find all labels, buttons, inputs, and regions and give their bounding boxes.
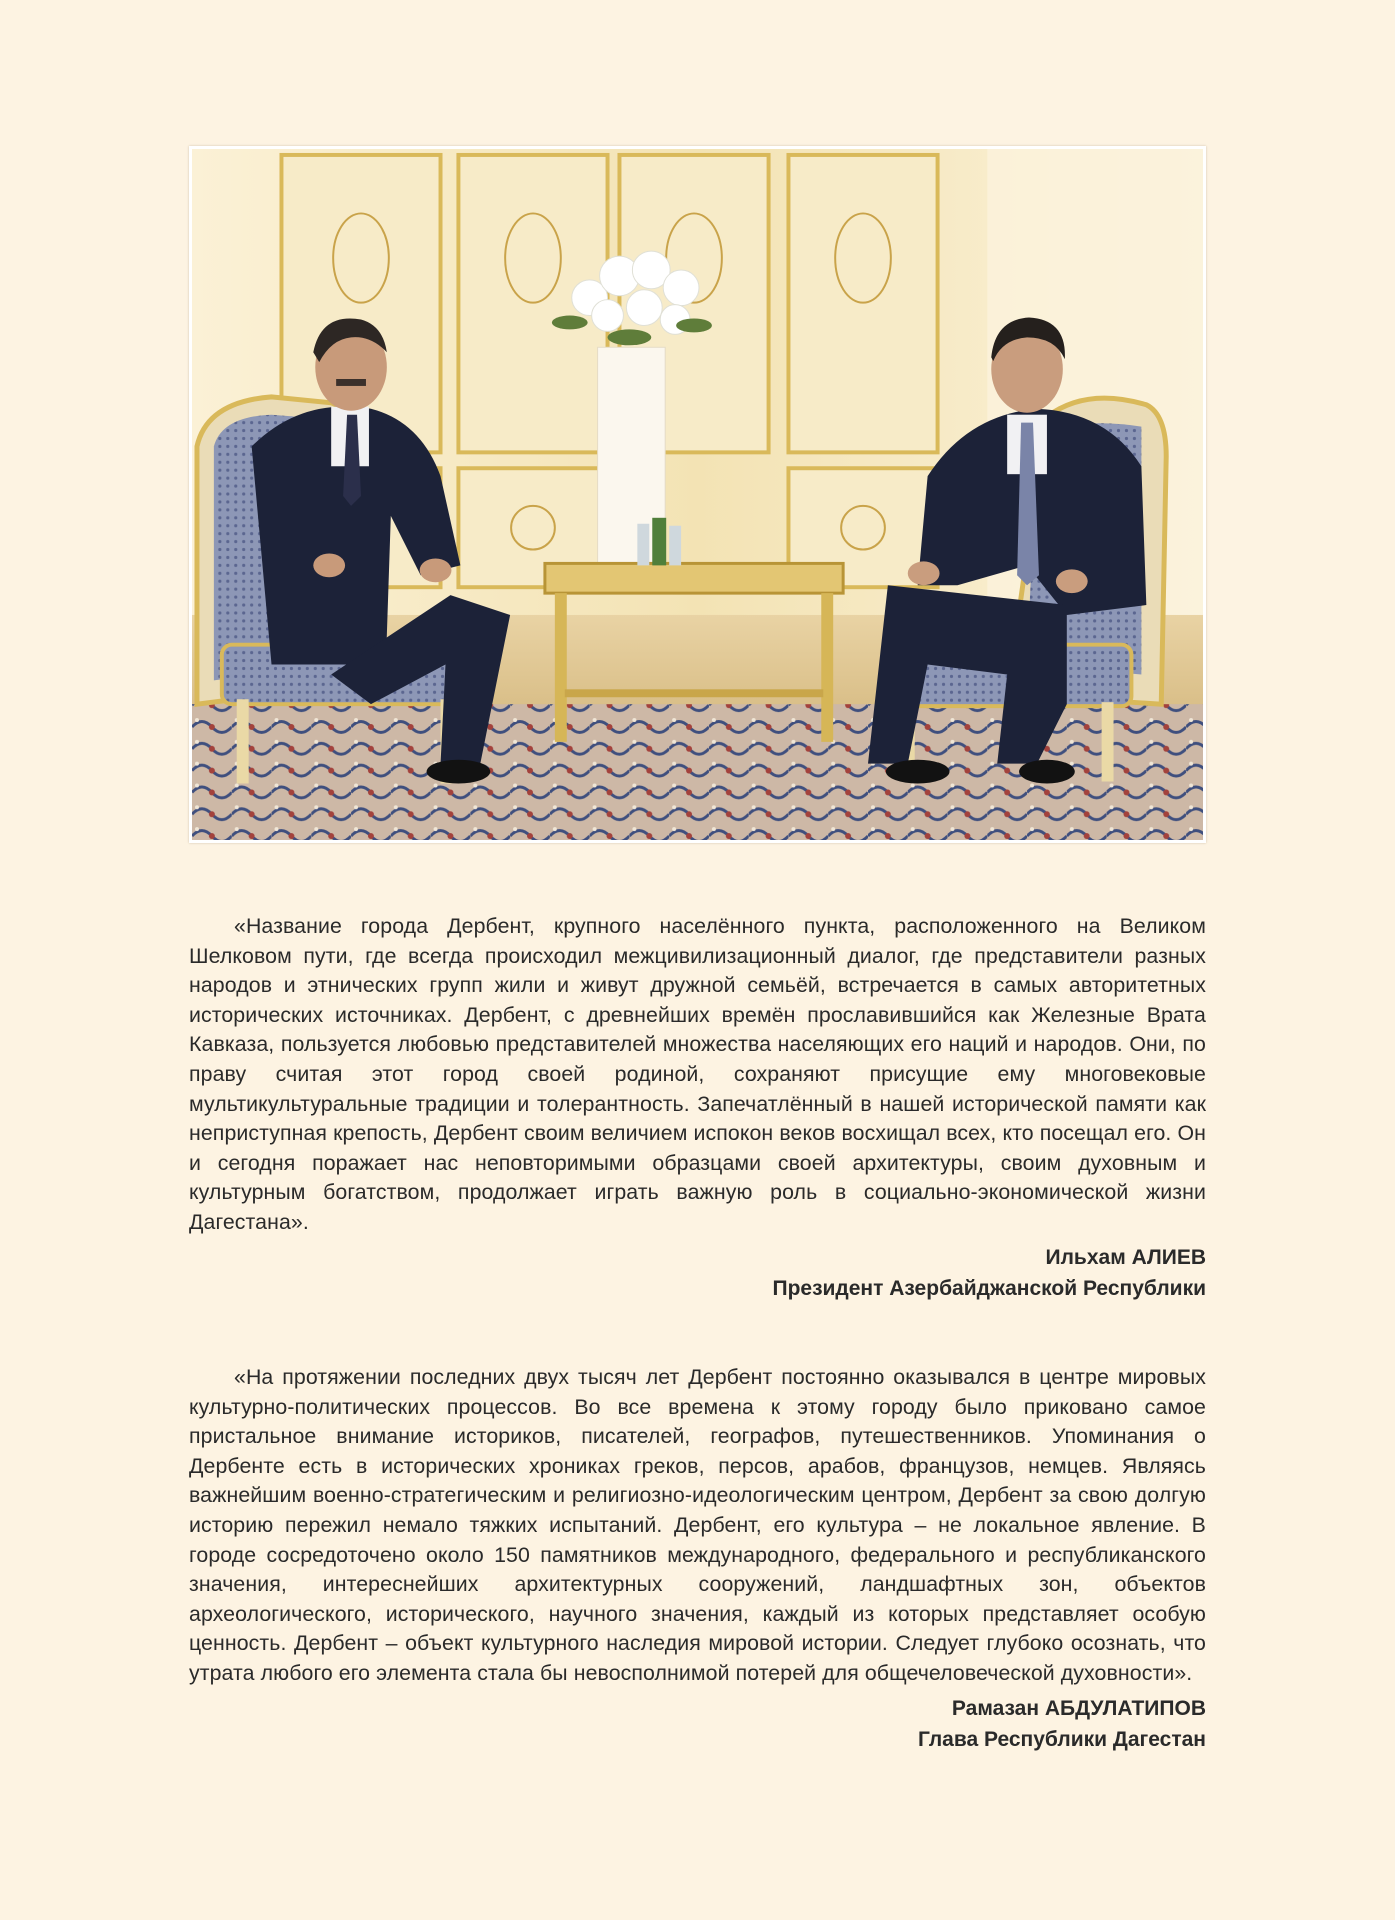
signature <box>189 1242 1206 1304</box>
author-name: Ильхам АЛИЕВ <box>1045 1245 1206 1269</box>
quote-text: «На протяжении последних двух тысяч лет Дербент постоянно оказывался в центре мировых культурно-политических процессов. Во все времена к этому городу было приковано самое пристальное внимание историков, писателей, географов, путешественников. Упоминания о Дербенте есть в исторических хрониках греков, персов, арабов, французов, немцев. Являясь важнейшим военно-стратегическим и религиозно-идеологическим центром, Дербент за свою долгую историю пережил немало тяжких испытаний. Дербент, его культура – не локальное явление. В городе сосредоточено около 150 памятников международного, федерального и республиканского значения, интереснейших архитектурных сооружений, ландшафтных зон, объектов археологического, исторического, научного значения, каждый из которых представляет особую ценность. Дербент – объект культурного наследия мировой истории. Следует глубоко осознать, что утрата любого его элемента стала бы невосполнимой потерей для общечеловеческой духовности». <box>189 1365 1206 1685</box>
author-position: Глава Республики Дагестан <box>917 1727 1206 1751</box>
meeting-photo <box>189 146 1206 843</box>
meeting-photo-illustration <box>192 149 1203 840</box>
author-name: Рамазан АБДУЛАТИПОВ <box>951 1696 1206 1720</box>
aliev-quote <box>189 912 1206 1304</box>
quote-text: «Название города Дербент, крупного населённого пункта, расположенного на Великом Шелковом пути, где всегда происходил межцивилизационный диалог, где представители разных народов и этнических групп жили и живут дружной семьёй, встречается в самых авторитетных исторических источниках. Дербент, с древнейших времён прославившийся как Железные Врата Кавказа, пользуется любовью представителей множества населяющих его наций и народов. Они, по праву считая этот город своей родиной, сохраняют присущие ему многовековые мультикультуральные традиции и толерантность. Запечатлённый в нашей исторической памяти как неприступная крепость, Дербент своим величием испокон веков восхищал всех, кто посещал его. Он и сегодня поражает нас неповторимыми образцами своей архитектуры, своим духовным и культурным богатством, продолжает играть важную роль в социально-экономической жизни Дагестана». <box>189 914 1206 1234</box>
author-position: Президент Азербайджанской Республики <box>772 1276 1206 1300</box>
abdulatipov-quote <box>189 1363 1206 1755</box>
signature <box>189 1693 1206 1755</box>
